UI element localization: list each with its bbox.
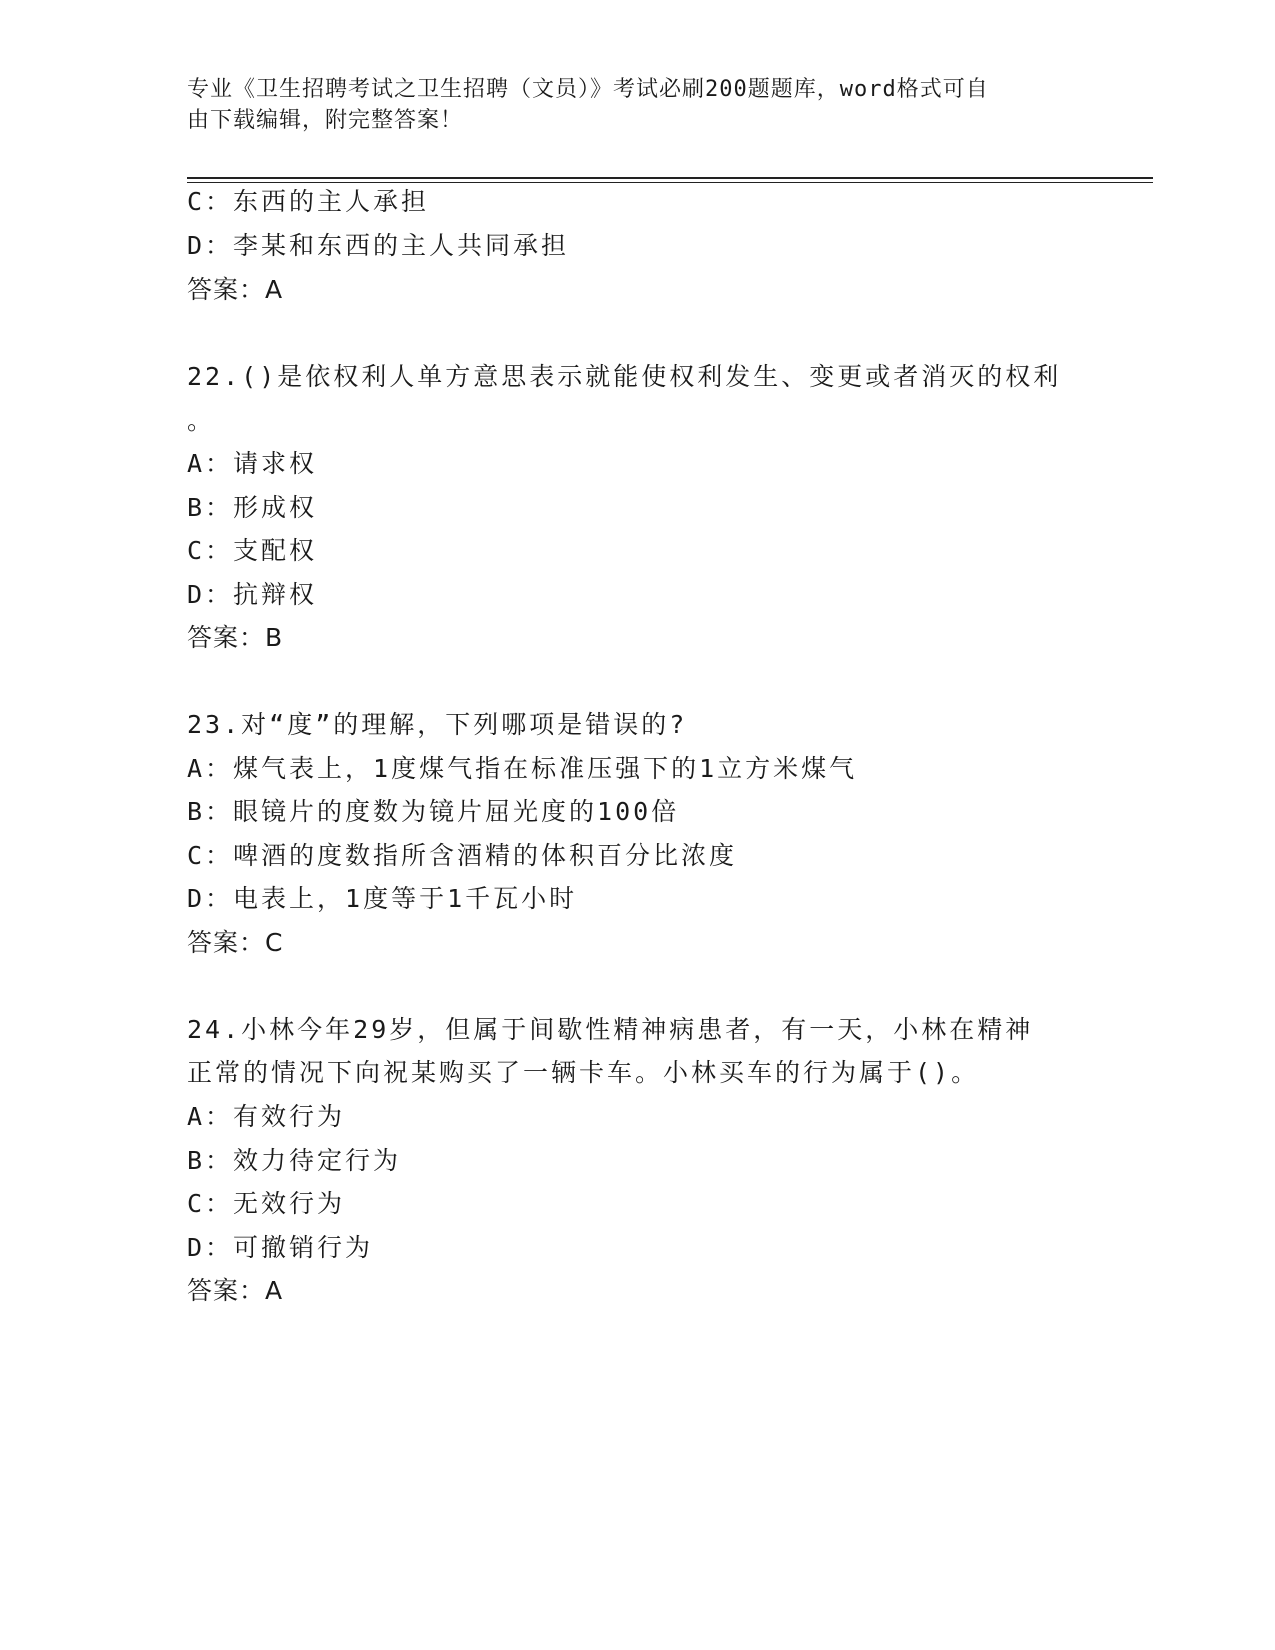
q23-answer: 答案：C bbox=[187, 928, 284, 957]
header-line-1: 专业《卫生招聘考试之卫生招聘（文员）》考试必刷200题题库，word格式可自 bbox=[187, 77, 989, 102]
q24-option-b: B：效力待定行为 bbox=[187, 1146, 402, 1175]
q22-option-d: D：抗辩权 bbox=[187, 580, 318, 609]
q24-answer: 答案：A bbox=[187, 1276, 284, 1305]
q23-option-b: B：眼镜片的度数为镜片屈光度的100倍 bbox=[187, 797, 680, 826]
q21-answer: 答案：A bbox=[187, 275, 284, 304]
q23-stem: 23.对“度”的理解，下列哪项是错误的? bbox=[187, 710, 688, 739]
q24-option-d: D：可撤销行为 bbox=[187, 1233, 374, 1262]
q24-stem-line-1: 24.小林今年29岁，但属于间歇性精神病患者，有一天，小林在精神 bbox=[187, 1015, 1034, 1044]
q22-stem-line-1: 22.()是依权利人单方意思表示就能使权利发生、变更或者消灭的权利 bbox=[187, 362, 1062, 391]
header-divider-thick bbox=[187, 177, 1153, 179]
q22-stem-line-2: 。 bbox=[187, 406, 216, 435]
q24-option-c: C：无效行为 bbox=[187, 1189, 346, 1218]
q23-option-c: C：啤酒的度数指所含酒精的体积百分比浓度 bbox=[187, 841, 738, 870]
q24-option-a: A：有效行为 bbox=[187, 1102, 346, 1131]
q22-option-b: B：形成权 bbox=[187, 493, 318, 522]
document-header bbox=[187, 74, 1067, 136]
q22-option-a: A：请求权 bbox=[187, 449, 318, 478]
q22-answer: 答案：B bbox=[187, 623, 284, 652]
header-line-2: 由下载编辑，附完整答案！ bbox=[187, 108, 464, 133]
q23-option-a: A：煤气表上，1度煤气指在标准压强下的1立方米煤气 bbox=[187, 754, 858, 783]
q24-stem-line-2: 正常的情况下向祝某购买了一辆卡车。小林买车的行为属于()。 bbox=[187, 1058, 980, 1087]
q22-option-c: C：支配权 bbox=[187, 536, 318, 565]
q21-option-d: D：李某和东西的主人共同承担 bbox=[187, 231, 570, 260]
q21-option-c: C：东西的主人承担 bbox=[187, 187, 430, 216]
q23-option-d: D：电表上，1度等于1千瓦小时 bbox=[187, 884, 578, 913]
header-divider-thin bbox=[187, 182, 1153, 183]
